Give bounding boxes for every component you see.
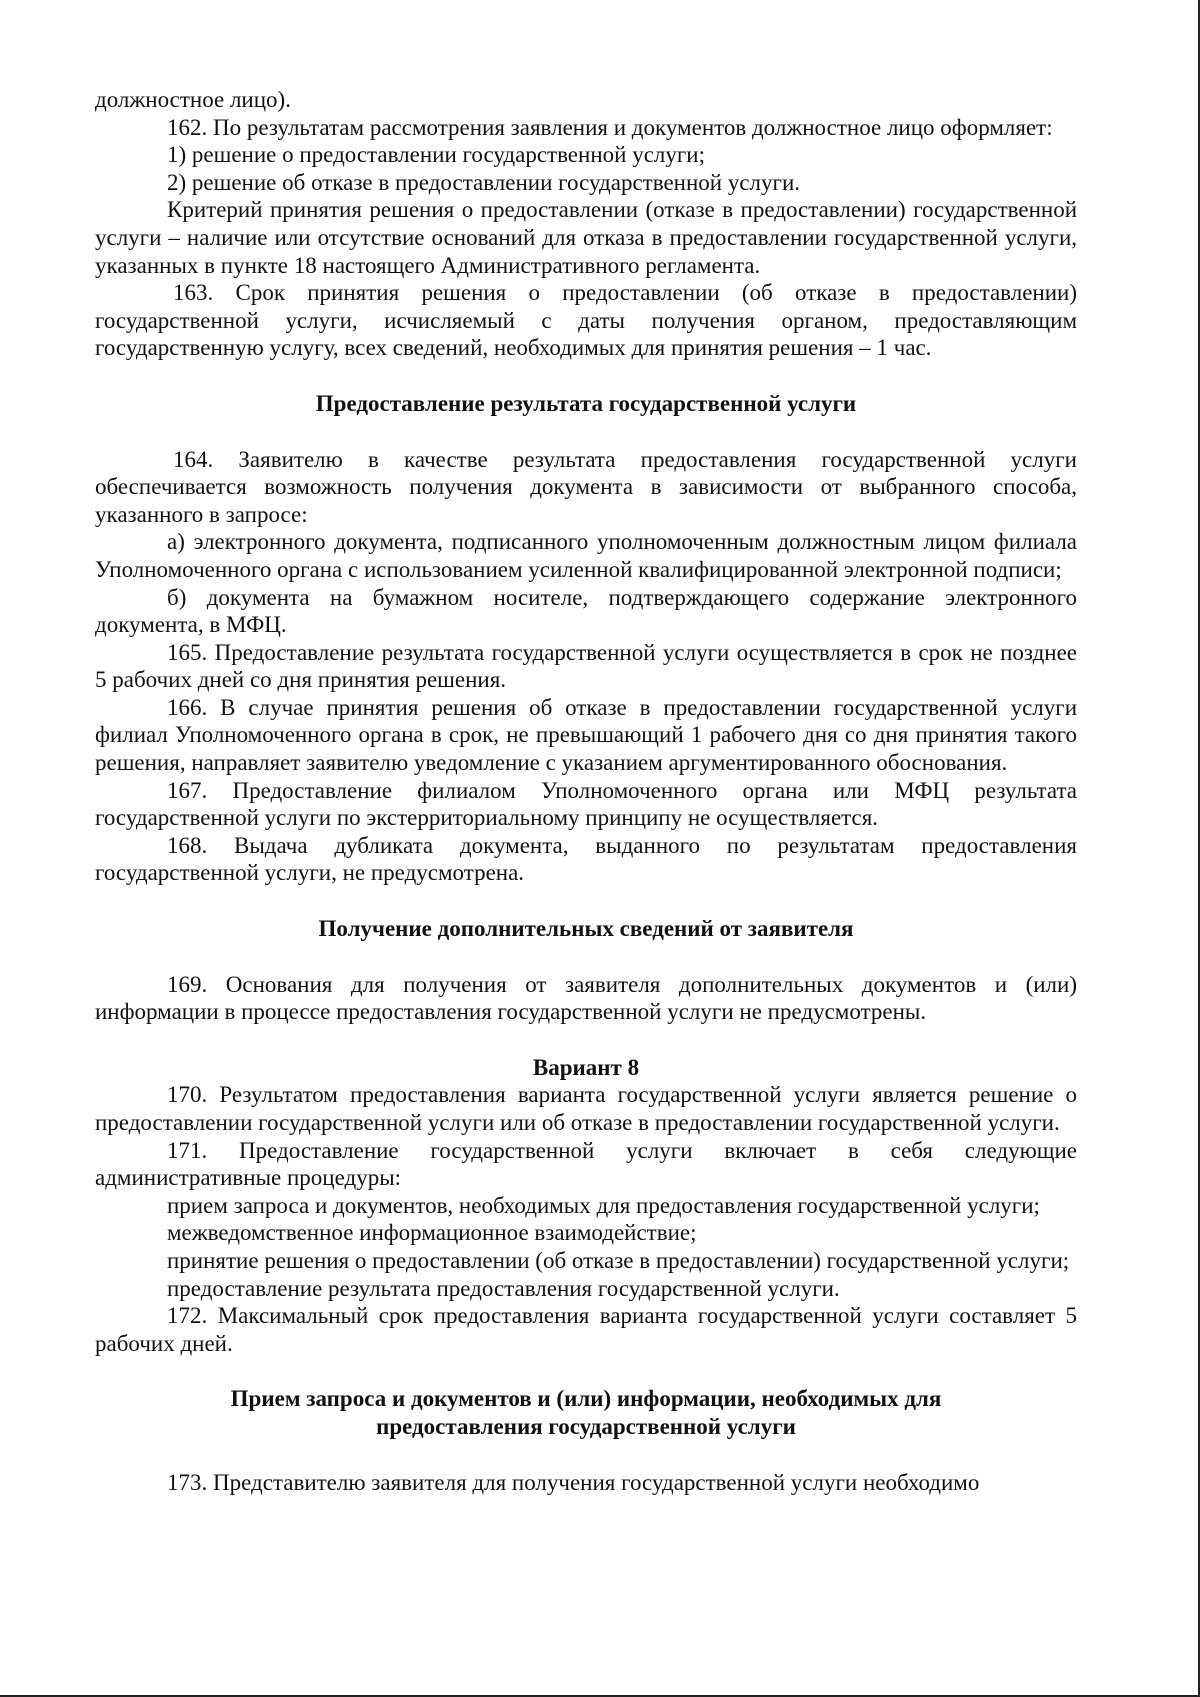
paragraph: 165. Предоставление результата государственной услуги осуществляется в срок не позднее 5 рабочих дней со дня принятия решения.: [95, 639, 1077, 693]
paragraph: 166. В случае принятия решения об отказе в предоставлении государственной услуги филиал Уполномоченного органа в срок, не превышающий 1 рабочего дня со дня принятия такого решения, направляет заявителю уведомление с указанием аргументированного обоснования.: [95, 694, 1077, 776]
list-item: а) электронного документа, подписанного уполномоченным должностным лицом филиала Уполномоченного органа с использованием усиленной квалифицированной электронной подписи;: [95, 529, 1077, 582]
paragraph: 172. Максимальный срок предоставления варианта государственной услуги составляет 5 рабочих дней.: [95, 1303, 1077, 1356]
list-item: 2) решение об отказе в предоставлении государственной услуги.: [167, 169, 801, 195]
paragraph: должностное лицо).: [95, 87, 291, 112]
paragraph: 171. Предоставление государственной услуги включает в себя следующие административные процедуры:: [95, 1137, 1077, 1191]
list-item: б) документа на бумажном носителе, подтверждающего содержание электронного документа, в МФЦ.: [95, 584, 1077, 638]
paragraph: 169. Основания для получения от заявителя дополнительных документов и (или) информации в процессе предоставления государственной услуги не предусмотрены.: [95, 971, 1077, 1025]
list-item: предоставление результата предоставления государственной услуги.: [167, 1275, 840, 1301]
list-item: прием запроса и документов, необходимых для предоставления государственной услуги;: [167, 1192, 1040, 1218]
paragraph: 167. Предоставление филиалом Уполномоченного органа или МФЦ результата государственной услуги по экстерриториальному принципу не осуществляется.: [95, 777, 1077, 831]
section-heading: Получение дополнительных сведений от заявителя: [318, 916, 854, 942]
section-heading: Прием запроса и документов и (или) информации, необходимых для: [230, 1386, 942, 1412]
section-heading: Предоставление результата государственной услуги: [315, 390, 857, 416]
paragraph: 164. Заявителю в качестве результата предоставления государственной услуги обеспечивается возможность получения документа в зависимости от выбранного способа, указанного в запросе:: [95, 446, 1077, 527]
list-item: 1) решение о предоставлении государственной услуги;: [167, 142, 706, 168]
section-heading-block: [95, 1385, 1077, 1440]
paragraph: 173. Представителю заявителя для получения государственной услуги необходимо: [167, 1469, 980, 1495]
section-heading: предоставления государственной услуги: [376, 1413, 796, 1439]
paragraph: 163. Срок принятия решения о предоставлении (об отказе в предоставлении) государственной услуги, исчисляемый с даты получения органом, предоставляющим государственную услугу, всех сведений, необходимых для принятия решения – 1 час.: [95, 280, 1077, 361]
paragraph: 168. Выдача дубликата документа, выданного по результатам предоставления государственной услуги, не предусмотрена.: [95, 832, 1077, 886]
section-heading: Вариант 8: [532, 1054, 640, 1080]
paragraph: 162. По результатам рассмотрения заявления и документов должностное лицо оформляет:: [167, 114, 1053, 140]
list-item: межведомственное информационное взаимодействие;: [167, 1220, 697, 1246]
document-body: [95, 86, 1077, 1496]
paragraph: Критерий принятия решения о предоставлении (отказе в предоставлении) государственной услуги – наличие или отсутствие оснований для отказа в предоставлении государственной услуги, указанных в пункте 18 настоящего Административного регламента.: [95, 197, 1077, 278]
paragraph: 170. Результатом предоставления варианта государственной услуги является решение о предоставлении государственной услуги или об отказе в предоставлении государственной услуги.: [95, 1082, 1077, 1135]
list-item: принятие решения о предоставлении (об отказе в предоставлении) государственной услуги;: [167, 1247, 1070, 1273]
